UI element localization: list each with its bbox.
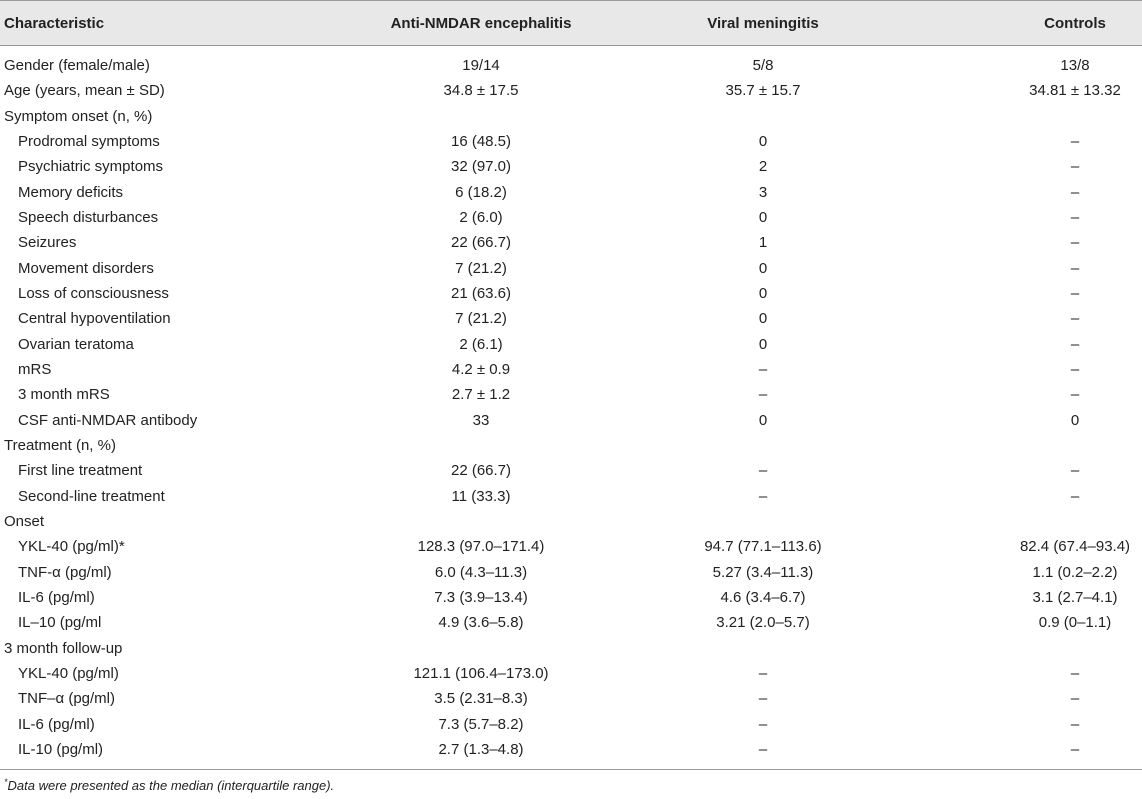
- row-label: Symptom onset (n, %): [4, 107, 153, 125]
- cell-anti-nmdar: 4.2 ± 0.9: [451, 361, 511, 378]
- cell-viral-meningitis: 5.27 (3.4–11.3): [712, 563, 814, 581]
- cell-viral-meningitis: –: [758, 361, 768, 378]
- table-row: [0, 637, 1142, 662]
- row-label: IL-6 (pg/ml): [18, 588, 95, 606]
- cell-anti-nmdar: 22 (66.7): [450, 462, 512, 480]
- cell-anti-nmdar: 2.7 ± 1.2: [451, 386, 511, 404]
- cell-controls: 82.4 (67.4–93.4): [1019, 538, 1131, 556]
- cell-controls: 0: [1070, 411, 1080, 429]
- row-label: Prodromal symptoms: [18, 133, 160, 150]
- table-row: [0, 206, 1142, 231]
- row-label: IL-10 (pg/ml): [18, 740, 104, 758]
- cell-controls: –: [1070, 158, 1080, 176]
- cell-anti-nmdar: 34.8 ± 17.5: [443, 82, 519, 100]
- cell-controls: –: [1070, 361, 1080, 378]
- footnote-text: Data were presented as the median (interquartile range).: [7, 778, 335, 793]
- cell-viral-meningitis: 5/8: [752, 57, 774, 74]
- cell-viral-meningitis: 0: [758, 310, 768, 328]
- row-label: CSF anti-NMDAR antibody: [18, 411, 198, 429]
- cell-viral-meningitis: 3.21 (2.0–5.7): [716, 614, 810, 632]
- footnote-marker: *: [4, 777, 8, 787]
- cell-controls: –: [1070, 690, 1080, 708]
- cell-anti-nmdar: 128.3 (97.0–171.4): [417, 538, 545, 556]
- cell-anti-nmdar: 11 (33.3): [451, 487, 511, 505]
- cell-controls: –: [1070, 462, 1080, 480]
- table-row: [0, 535, 1142, 560]
- cell-controls: –: [1070, 335, 1080, 353]
- table-row: [0, 662, 1142, 687]
- table-row: [0, 130, 1142, 155]
- cell-anti-nmdar: 2 (6.1): [459, 335, 503, 353]
- row-label: Psychiatric symptoms: [18, 158, 164, 176]
- cell-viral-meningitis: –: [758, 740, 768, 758]
- cell-viral-meningitis: 3: [758, 183, 768, 201]
- cell-anti-nmdar: 2 (6.0): [459, 209, 503, 226]
- cell-controls: –: [1070, 259, 1080, 277]
- cell-controls: 3.1 (2.7–4.1): [1032, 588, 1118, 606]
- table-row: [0, 358, 1142, 383]
- cell-controls: –: [1070, 310, 1080, 328]
- cell-viral-meningitis: –: [758, 664, 768, 682]
- row-label: IL-6 (pg/ml): [18, 715, 95, 733]
- table-row: [0, 561, 1142, 586]
- table-row: [0, 257, 1142, 282]
- cell-anti-nmdar: 7.3 (3.9–13.4): [434, 588, 528, 606]
- cell-anti-nmdar: 121.1 (106.4–173.0): [413, 664, 549, 682]
- table-row: [0, 155, 1142, 180]
- cell-controls: –: [1070, 183, 1080, 201]
- row-label: TNF–α (pg/ml): [18, 690, 116, 708]
- table-row: [0, 485, 1142, 510]
- cell-anti-nmdar: 4.9 (3.6–5.8): [438, 614, 524, 632]
- cell-controls: 13/8: [1060, 57, 1090, 74]
- row-label: Loss of consciousness: [18, 285, 169, 302]
- cell-controls: –: [1070, 285, 1080, 302]
- cell-controls: 1.1 (0.2–2.2): [1032, 563, 1118, 581]
- table-row: [0, 282, 1142, 307]
- row-label: Movement disorders: [18, 259, 154, 277]
- cell-viral-meningitis: –: [758, 715, 768, 733]
- table-row: [0, 409, 1142, 434]
- cell-viral-meningitis: 0: [758, 259, 768, 277]
- cell-anti-nmdar: 21 (63.6): [450, 285, 512, 302]
- table-header: [0, 0, 1142, 46]
- cell-anti-nmdar: 16 (48.5): [450, 133, 512, 150]
- cell-controls: –: [1070, 740, 1080, 758]
- cell-controls: –: [1070, 386, 1080, 404]
- cell-viral-meningitis: 0: [758, 411, 768, 429]
- row-label: Memory deficits: [18, 183, 124, 201]
- cell-controls: –: [1070, 487, 1080, 505]
- table-row: [0, 611, 1142, 636]
- cell-viral-meningitis: 4.6 (3.4–6.7): [720, 588, 806, 606]
- row-label: TNF-α (pg/ml): [18, 563, 112, 581]
- row-label: First line treatment: [18, 462, 143, 480]
- table-footnote: [4, 777, 334, 793]
- cell-viral-meningitis: 1: [758, 234, 768, 252]
- table-row: [0, 586, 1142, 611]
- cell-anti-nmdar: 19/14: [462, 57, 500, 74]
- table-row: [0, 383, 1142, 408]
- table-row: [0, 510, 1142, 535]
- row-label: YKL-40 (pg/ml): [18, 664, 119, 682]
- row-label: 3 month follow-up: [4, 639, 123, 657]
- row-label: 3 month mRS: [18, 386, 110, 404]
- cell-controls: –: [1070, 715, 1080, 733]
- cell-viral-meningitis: 2: [758, 158, 768, 176]
- table-bottom-rule: [0, 769, 1142, 770]
- row-label: Treatment (n, %): [4, 436, 116, 454]
- cell-anti-nmdar: 2.7 (1.3–4.8): [438, 740, 524, 758]
- row-label: Gender (female/male): [4, 57, 150, 74]
- cell-anti-nmdar: 6 (18.2): [455, 183, 507, 201]
- table-row: [0, 333, 1142, 358]
- row-label: IL–10 (pg/ml: [18, 614, 102, 632]
- cell-controls: –: [1070, 664, 1080, 682]
- row-label: mRS: [18, 361, 52, 378]
- table-row: [0, 231, 1142, 256]
- header-controls: Controls: [1044, 15, 1106, 32]
- row-label: Central hypoventilation: [18, 310, 171, 328]
- cell-viral-meningitis: 35.7 ± 15.7: [725, 82, 801, 100]
- table-row: [0, 713, 1142, 738]
- row-label: Ovarian teratoma: [18, 335, 134, 353]
- cell-viral-meningitis: 0: [758, 335, 768, 353]
- cell-anti-nmdar: 32 (97.0): [450, 158, 512, 176]
- table-row: [0, 459, 1142, 484]
- cell-viral-meningitis: 0: [758, 285, 768, 302]
- cell-anti-nmdar: 6.0 (4.3–11.3): [434, 563, 528, 581]
- cell-viral-meningitis: –: [758, 690, 768, 708]
- table-row: [0, 434, 1142, 459]
- table-row: [0, 687, 1142, 712]
- table-row: [0, 307, 1142, 332]
- cell-viral-meningitis: 94.7 (77.1–113.6): [704, 538, 822, 556]
- row-label: YKL-40 (pg/ml)*: [18, 538, 125, 556]
- cell-viral-meningitis: –: [758, 487, 768, 505]
- row-label: Speech disturbances: [18, 209, 159, 226]
- header-viral-meningitis: Viral meningitis: [707, 15, 819, 32]
- cell-controls: 34.81 ± 13.32: [1029, 82, 1121, 100]
- row-label: Seizures: [18, 234, 77, 252]
- header-characteristic: Characteristic: [4, 15, 105, 32]
- cell-controls: –: [1070, 234, 1080, 252]
- cell-viral-meningitis: 0: [758, 209, 768, 226]
- row-label: Age (years, mean ± SD): [4, 82, 165, 100]
- table-row: [0, 105, 1142, 130]
- cell-viral-meningitis: 0: [758, 133, 768, 150]
- row-label: Second-line treatment: [18, 487, 165, 505]
- cell-anti-nmdar: 7 (21.2): [455, 259, 507, 277]
- cell-anti-nmdar: 7 (21.2): [455, 310, 507, 328]
- header-anti-nmdar: Anti-NMDAR encephalitis: [390, 15, 572, 32]
- table-row: [0, 54, 1142, 79]
- cell-anti-nmdar: 22 (66.7): [450, 234, 512, 252]
- table-row: [0, 79, 1142, 104]
- cell-viral-meningitis: –: [758, 386, 768, 404]
- table-row: [0, 181, 1142, 206]
- table-row: [0, 738, 1142, 763]
- row-label: Onset: [4, 512, 45, 530]
- cell-controls: 0.9 (0–1.1): [1038, 614, 1112, 632]
- cell-controls: –: [1070, 133, 1080, 150]
- cell-controls: –: [1070, 209, 1080, 226]
- cell-anti-nmdar: 7.3 (5.7–8.2): [438, 715, 524, 733]
- cell-viral-meningitis: –: [758, 462, 768, 480]
- cell-anti-nmdar: 33: [472, 411, 490, 429]
- cell-anti-nmdar: 3.5 (2.31–8.3): [434, 690, 528, 708]
